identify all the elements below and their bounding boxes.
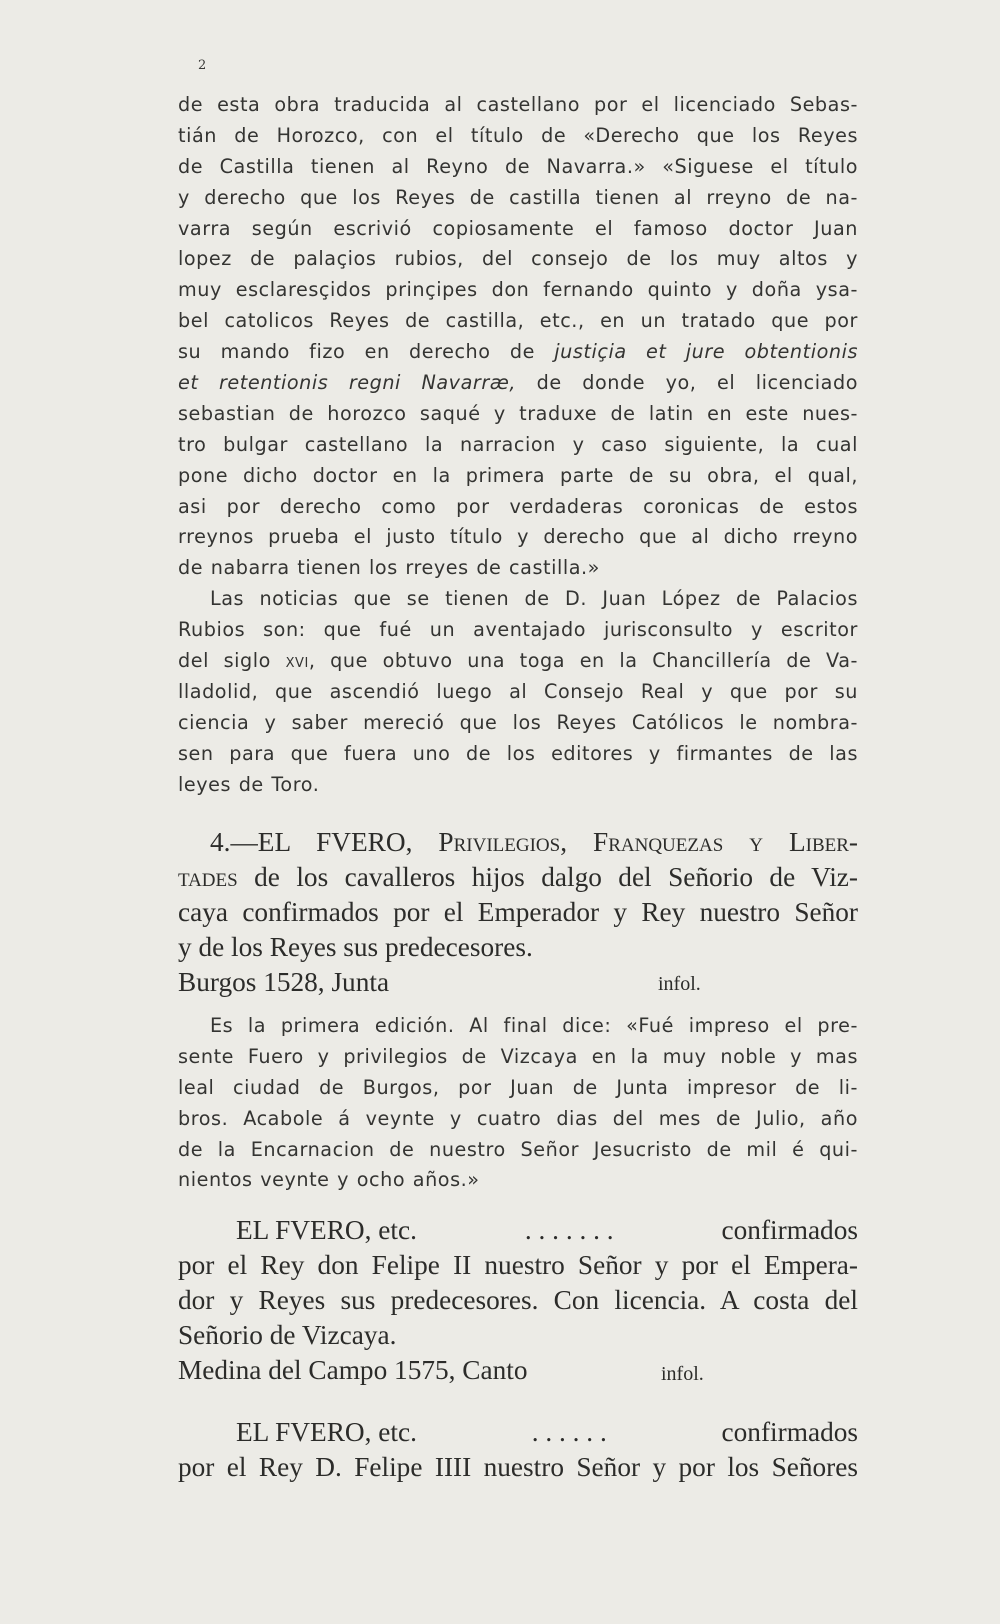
text-line [178,368,858,399]
text-line: de Castilla tienen al Reyno de Navarra.» «Siguese el título [178,154,858,178]
text-line: muy esclaresçidos prinçipes don fernando quinto y doña ysa- [178,278,858,302]
imprint: Burgos 1528, Junta [178,967,390,997]
text-line [178,646,858,677]
text-run: , que obtuvo una toga en la Chancillería de Va- [308,649,858,673]
entry-title-line [178,825,858,860]
entry-title: EL FVERO, etc. [236,1215,417,1245]
entry-title-smallcaps: tades [178,862,238,892]
em-dash: — [230,827,258,857]
leader-dots: . . . . . . [531,1417,607,1447]
text-line: sente Fuero y privilegios de Vizcaya en la muy noble y mas [178,1044,858,1068]
entry-title-line: por el Rey D. Felipe IIII nuestro Señor y por los Señores [178,1452,858,1482]
entry-title: EL FVERO, [257,827,439,857]
text-line: de nabarra tienen los rreyes de castilla.» [178,556,600,580]
imprint: Medina del Campo 1575, Canto [178,1355,528,1385]
bibliography-entry-6 [178,1415,858,1485]
entry-title-line: por el Rey don Felipe II nuestro Señor y por el Empera- [178,1250,858,1280]
entry-number: 4. [210,827,231,857]
text-line: tián de Horozco, con el título de «Derecho que los Reyes [178,123,858,147]
entry-title: EL FVERO, etc. [236,1417,417,1447]
entry-title-line: caya confirmados por el Emperador y Rey nuestro Señor [178,897,858,927]
text-line: sebastian de horozco saqué y traduxe de latin en este nues- [178,401,858,425]
text-line: de esta obra traducida al castellano por el licenciado Sebas- [178,93,858,116]
bibliography-entry-4 [178,825,858,1000]
latin-title-italic: et retentionis regni Navarræ, [178,371,517,395]
entry-title-line: y de los Reyes sus predecesores. [178,932,533,962]
entry-4-note [178,1011,858,1196]
entry-title-line: dor y Reyes sus predecesores. Con licencia. A costa del [178,1285,858,1315]
entry-title-line [178,1213,858,1248]
text-line: nientos veynte y ocho años.» [178,1168,480,1192]
entry-title-line [178,860,858,895]
bibliography-entry-5 [178,1213,858,1388]
page-number: 2 [198,58,207,73]
imprint-line [178,965,858,1000]
imprint-line [178,1353,858,1388]
text-run: de donde yo, el licenciado [516,371,858,395]
text-line: leyes de Toro. [178,772,320,796]
text-line: bros. Acabole á veynte y cuatro dias del mes de Julio, año [178,1106,858,1130]
latin-title-italic: justiçia et jure obtentionis [554,340,859,364]
text-line: bel catolicos Reyes de castilla, etc., en un tratado que por [178,309,858,333]
text-line: lladolid, que ascendió luego al Consejo Real y que por su [178,679,858,703]
entry-title-smallcaps: Privilegios, Franquezas y Liber- [438,827,859,857]
text-line: Las noticias que se tienen de D. Juan López de Palacios [210,587,858,611]
entry-title-line [178,1415,858,1450]
text-line: pone dicho doctor en la primera parte de su obra, el qual, [178,463,858,487]
text-line: lopez de palaçios rubios, del consejo de los muy altos y [178,247,858,271]
text-line: Rubios son: que fué un aventajado jurisconsulto y escritor [178,618,858,642]
text-run: su mando fizo en derecho de [178,340,555,364]
text-run: confirmados [721,1417,858,1447]
text-run: del siglo [178,649,286,673]
leader-dots: . . . . . . . [524,1215,614,1245]
text-line: sen para que fuera uno de los editores y firmantes de las [178,741,858,765]
intro-paragraph [178,90,858,800]
text-line: de la Encarnacion de nuestro Señor Jesucristo de mil é qui- [178,1137,858,1161]
text-run: de los cavalleros hijos dalgo del Señorio de Viz- [237,862,858,892]
text-line: tro bulgar castellano la narracion y caso siguiente, la cual [178,432,858,456]
century-numeral: xvi [285,649,309,673]
format: infol. [661,1363,704,1385]
text-line: varra según escrivió copiosamente el famoso doctor Juan [178,216,858,240]
text-line: leal ciudad de Burgos, por Juan de Junta impresor de li- [178,1075,858,1099]
entry-title-line: Señorio de Vizcaya. [178,1320,397,1350]
format: infol. [658,973,701,995]
text-line: rreynos prueba el justo título y derecho que al dicho rreyno [178,525,858,549]
text-line [178,337,858,368]
text-line: asi por derecho como por verdaderas coronicas de estos [178,494,858,518]
text-line: y derecho que los Reyes de castilla tienen al rreyno de na- [178,185,858,209]
text-run: confirmados [721,1215,858,1245]
text-line: ciencia y saber mereció que los Reyes Católicos le nombra- [178,710,858,734]
text-line: Es la primera edición. Al final dice: «Fué impreso el pre- [210,1014,858,1037]
